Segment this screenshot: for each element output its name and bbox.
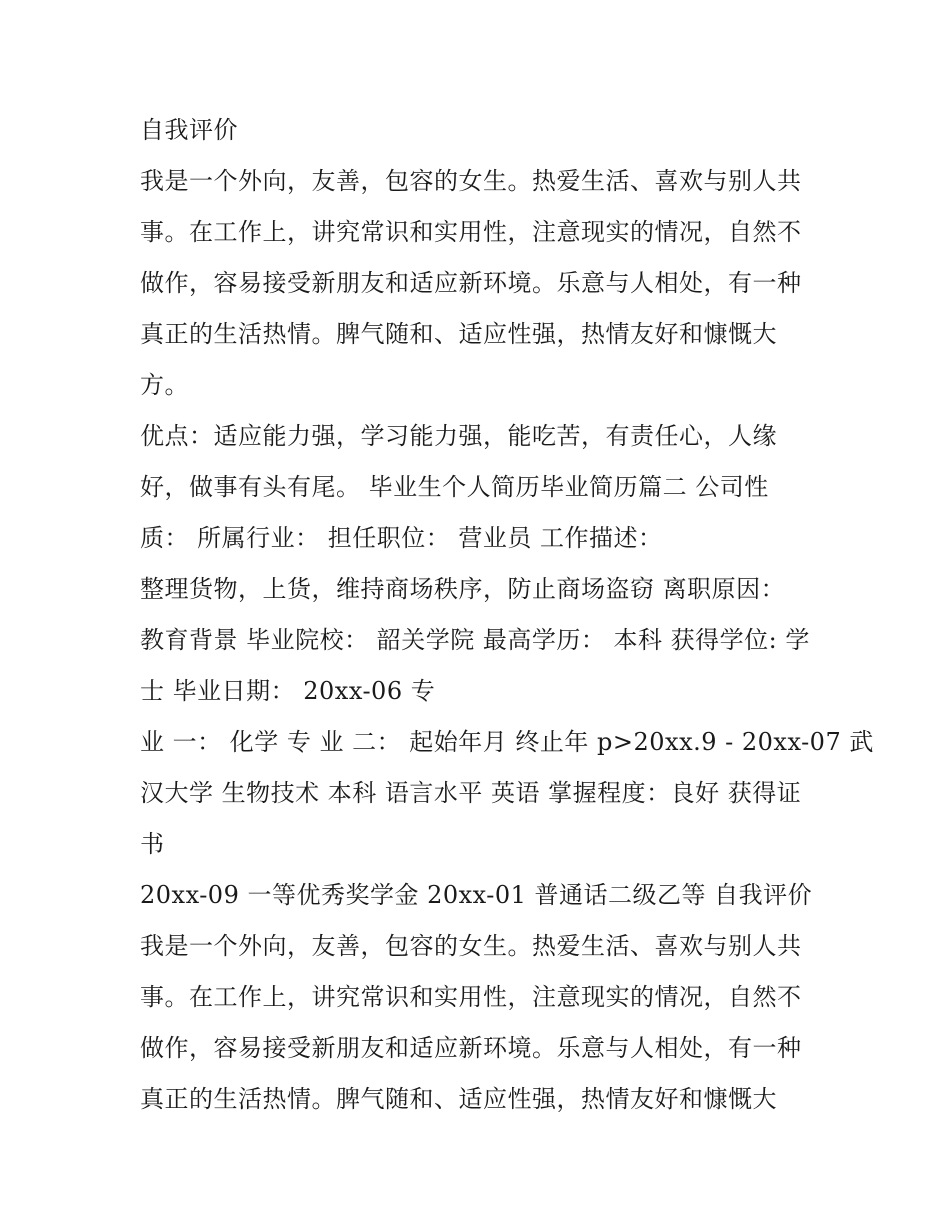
text-line: 事。在工作上，讲究常识和实用性，注意现实的情况，自然不: [140, 218, 802, 246]
text-line: 事。在工作上，讲究常识和实用性，注意现实的情况，自然不: [140, 983, 802, 1011]
text-line: 自我评价: [140, 116, 238, 144]
text-line: 我是一个外向，友善，包容的女生。热爱生活、喜欢与别人共: [140, 167, 802, 195]
text-line: 整理货物，上货，维持商场秩序，防止商场盗窃 离职原因：: [140, 575, 786, 603]
text-line: 做作，容易接受新朋友和适应新环境。乐意与人相处，有一种: [140, 1034, 802, 1062]
text-line: 好，做事有头有尾。 毕业生个人简历毕业简历篇二 公司性: [140, 473, 769, 501]
text-line: 质： 所属行业： 担任职位： 营业员 工作描述：: [140, 524, 663, 552]
text-line: 优点：适应能力强，学习能力强，能吃苦，有责任心，人缘: [140, 422, 777, 450]
text-line: 方。: [140, 371, 189, 399]
text-line: 真正的生活热情。脾气随和、适应性强，热情友好和慷慨大: [140, 320, 777, 348]
document-body: [140, 105, 874, 1125]
text-line: 业 一： 化学 专 业 二： 起始年月 终止年 p>20xx.9 - 20xx-07 武: [140, 728, 874, 756]
text-line: 真正的生活热情。脾气随和、适应性强，热情友好和慷慨大: [140, 1085, 777, 1113]
text-line: 我是一个外向，友善，包容的女生。热爱生活、喜欢与别人共: [140, 932, 802, 960]
text-line: 士 毕业日期： 20xx-06 专: [140, 677, 436, 705]
text-line: 教育背景 毕业院校： 韶关学院 最高学历： 本科 获得学位: 学: [140, 626, 810, 654]
text-line: 做作，容易接受新朋友和适应新环境。乐意与人相处，有一种: [140, 269, 802, 297]
text-line: 汉大学 生物技术 本科 语言水平 英语 掌握程度：良好 获得证: [140, 779, 802, 807]
text-line: 20xx-09 一等优秀奖学金 20xx-01 普通话二级乙等 自我评价: [140, 881, 813, 909]
text-line: 书: [140, 830, 165, 858]
